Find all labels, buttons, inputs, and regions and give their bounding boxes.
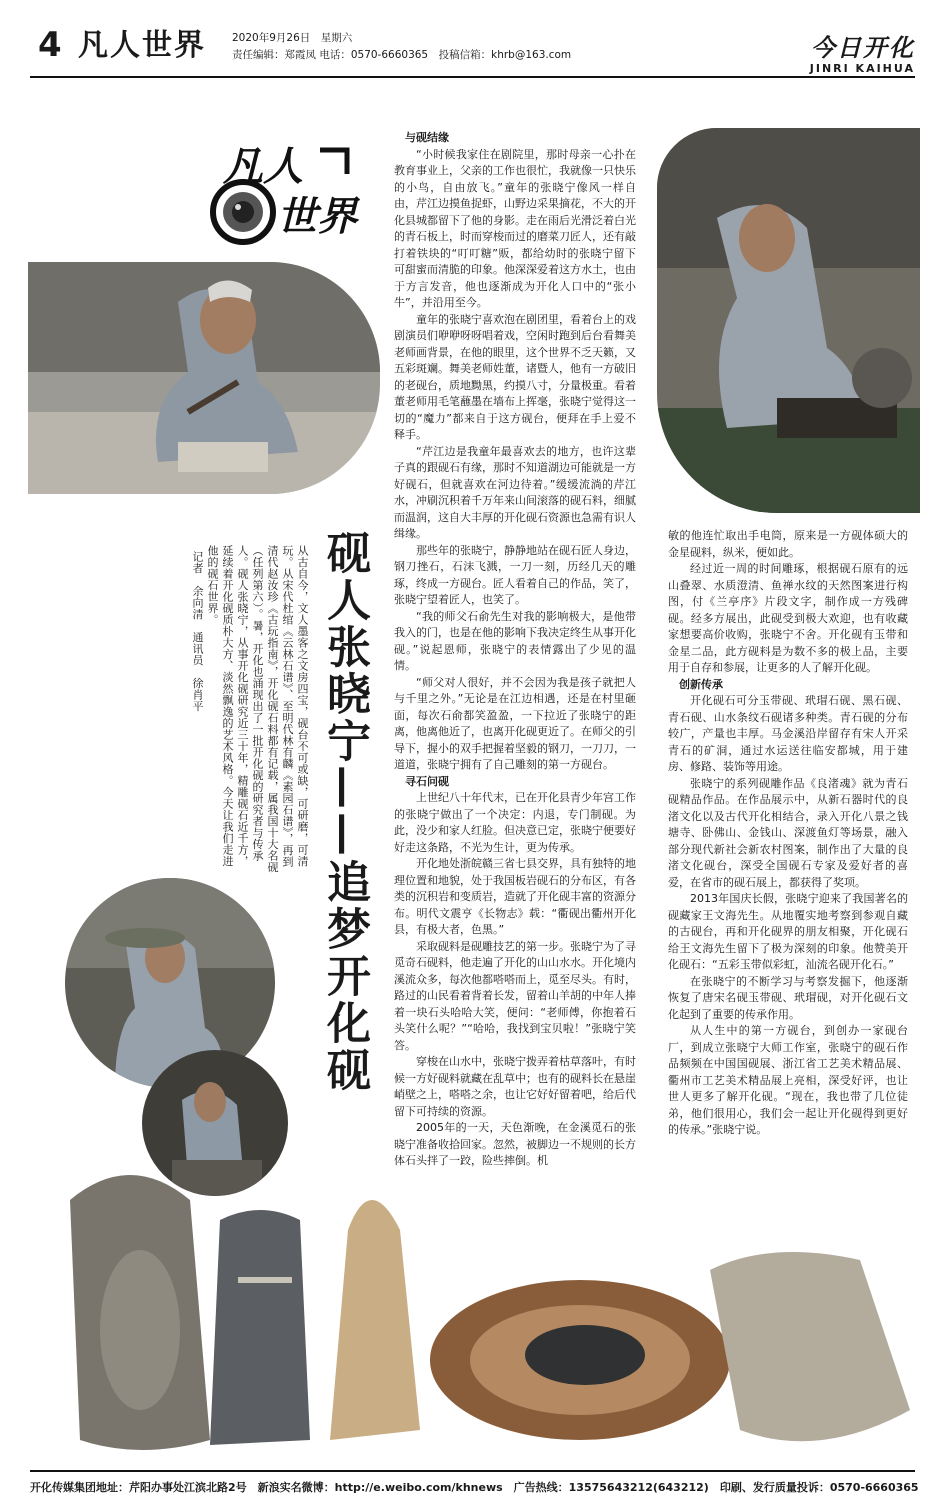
paragraph: 敏的他连忙取出手电筒，原来是一方砚体硕大的金星砚料，纵米，便如此。 [668, 529, 908, 559]
article-column-2 [668, 528, 908, 1258]
paragraph: 采取砚料是砚雕技艺的第一步。张晓宁为了寻觅奇石砚料，他走遍了开化的山山水水。开化境内溪流众多，每次他都嗒嗒而上，觅至尽头。有时，路过的山民看着背着长发，留着山羊胡的中年人捧着一块石头哈哈大笑，便问：“老师傅，你抱着石头笑什么呢？”“哈哈，我找到宝贝啦！”张晓宁笑答。 [394, 939, 636, 1052]
camera-icon [205, 134, 370, 246]
header-info [232, 30, 571, 64]
paragraph: “师父对人很好，并不会因为我是孩子就把人与千里之外。”无论是在江边相遇，还是在村里砸面，每次石俞都笑盈盈，一下拉近了张晓宁的距离，他离他近了，也离开化砚更近了。在师父的引导下，握小的双手把握着坚毅的钢刀，一刀刀，一道道，张晓宁拥有了自己雕刻的第一方砚台。 [394, 675, 636, 771]
photo-craftsman-carving [28, 262, 380, 494]
subheading: 创新传承 [679, 677, 723, 691]
headline: 砚人张晓宁——追梦开化砚 [319, 530, 370, 1094]
masthead-logo: 今日开化 [811, 33, 915, 62]
paragraph: 开化地处浙皖赣三省七县交界，具有独特的地理位置和地貌，处于我国板岩砚石的分布区，有各类的沉积岩和变质岩，造就了开化砚丰富的资源分布。明代文震亨《长物志》载：“衢砚出衢州开化县，有极大者，色黑。” [394, 857, 636, 936]
paragraph: “芹江边是我童年最喜欢去的地方，也许这辈子真的跟砚石有缘，那时不知道湖边可能就是一方好砚石，但就喜欢在河边待着。”缓缓流淌的芹江水，冲刷沉积着千万年来山间滚落的砚石料，细腻而温润，这自大丰厚的开化砚石资源也急需有识人缉缘。 [394, 444, 636, 540]
paragraph: 从人生中的第一方砚台，到创办一家砚台厂，到成立张晓宁大师工作室，张晓宁的砚石作品频频在中国国砚展、浙江省工艺美术精品展、衢州市工艺美术精品展上亮相，深受好评，也让世人更多了解开化砚。“现在，我也带了几位徒弟，他们很用心，我们会一起让开化砚得到更好的传承。”张晓宁说。 [668, 1024, 908, 1136]
paragraph: 穿梭在山水中，张晓宁拨弄着枯草落叶，有时候一方好砚料就藏在乱草中；也有的砚料长在悬崖峭壁之上，嗒嗒之余，也让它好好留着吧，给后代留下可持续的资源。 [394, 1055, 636, 1118]
paragraph: 张晓宁的系列砚雕作品《良渚魂》就为青石砚精品作品。在作品展示中，从新石器时代的良渚文化以及古代开化相结合，录入开化八景之钱塘寺、卧佛山、金钱山、深渡鱼灯等场景，融入部分现代新社会新农村图案，制作出了大量的良渚文化砚台，深受全国砚石专家及爱好者的喜爱，在省市的砚石展上，都获得了奖项。 [668, 776, 908, 889]
paragraph: 2005年的一天，天色渐晚，在金溪觅石的张晓宁准备收拾回家。忽然，被脚边一不规则的长方体石头拌了一跤，险些摔倒。机 [394, 1121, 636, 1167]
column-logo [205, 134, 370, 246]
page-number: 4 [38, 25, 62, 65]
paragraph: 在张晓宁的不断学习与考察发掘下，他逐渐恢复了唐宋名砚玉带砚、玳瑁砚，对开化砚石文化起到了重要的传承作用。 [668, 974, 908, 1021]
footer-rule [30, 1470, 915, 1472]
paragraph: 上世纪八十年代末，已在开化县青少年宫工作的张晓宁做出了一个决定：内退，专门制砚。为此，没少和家人红脸。但决意已定，张晓宁便要好好走这条路，不光为生计，更为传承。 [394, 791, 636, 854]
paragraph: 2013年国庆长假，张晓宁迎来了我国著名的砚藏家王文海先生。从地覆实地考察到参观自藏的古砚台，再和开化砚界的朋友相聚，开化砚石给王文海先生留下了极为深刻的印象。他赞美开化砚石：“五彩玉带似彩虹，汕流名砚开化石。” [668, 892, 908, 971]
logo-text: 凡人 [223, 143, 303, 190]
photo-craftsman-grinding [657, 128, 920, 513]
header-rule [30, 76, 915, 78]
editor-line: 责任编辑：郑霞凤 电话：0570-6660365 投稿信箱：khrb@163.com [232, 49, 572, 61]
intro-lead [168, 545, 310, 875]
paragraph: “小时候我家住在剧院里，那时母亲一心扑在教育事业上，父亲的工作也很忙，我就像一只快乐的小鸟，自由放飞。”童年的张晓宁像风一样自由，芹江边摸鱼捉虾，山野边采果摘花，不大的开化县城都留下了他的身影。走在雨后光滑泛着白光的青石板上，时而穿梭而过的磨菜刀匠人，还有敲打着铁块的“叮叮糖”贩，都给幼时的张晓宁留下可甜蜜而清脆的印象。他深深爱着这方水土，也由于方言发音，他也逐渐成为开化人口中的“张小牛”，并沿用至今。 [394, 147, 636, 309]
svg-text:世界: 世界 [277, 193, 357, 240]
paragraph: 经过近一周的时间雕琢，根据砚石原有的远山叠翠、水质澄清、鱼禅水纹的天然图案进行构图，付《兰亭序》片段文字，制作成一方残碑砚。经多方展出，此砚受到极大欢迎，也有收藏家想要高价收购，张晓宁不舍。开化砚有玉带和金星二品，此方砚料是为数不多的极上品，主要用于自存和参展，让更多的人了解开化砚。 [668, 562, 908, 674]
article-column-1 [394, 130, 636, 1392]
paragraph: 那些年的张晓宁，静静地站在砚石匠人身边，钢刀挫石，石沫飞溅，一刀一刻，历经几天的雕琢，终成一方砚台。匠人看着自己的作品，笑了，张晓宁望着匠人，也笑了。 [394, 543, 636, 606]
inkstone-2 [210, 1210, 310, 1445]
date-line: 2020年9月26日 星期六 [232, 32, 353, 44]
section-title: 凡人世界 [78, 28, 206, 63]
subheading: 与砚结缘 [405, 131, 449, 144]
subheading: 寻石问砚 [405, 774, 449, 788]
paragraph: 童年的张晓宁喜欢泡在剧团里，看着台上的戏剧演员们咿咿呀呀唱着戏，空闲时跑到后台看舞美老师画背景，在他的眼里，这个世界不乏天籁，又五彩斑斓。舞美老师姓董，诸暨人，他有一方破旧的老砚台，质地黝黑，约摸八寸，分量极重。看着董老师用毛笔蘸墨在墙布上挥毫，张晓宁觉得这一切的“魔力”都来自于这方砚台，便拜在手上爱不释手。 [394, 312, 636, 441]
masthead-latin: JINRI KAIHUA [809, 62, 915, 75]
footer: 开化传媒集团地址：芹阳办事处江滨北路2号 新浪实名微博：http://e.weibo.com/khnews 广告热线：13575643212(643212) 印刷、发行质量投诉：0570-6660365 [30, 1481, 919, 1494]
intro-text: 从古自今，文人墨客之文房四宝，砚台不可或缺，可研磨，可清玩。从宋代杜绾《云林石谱》、至明代林有麟《素园石谱》，再到清代赵汝珍《古玩指南》，开化砚石料都有记载，属我国十大名砚（任列第六）。暑，开化也涌现出了一批开化砚的研究者与传承人。砚人张晓宁，从事开化砚研究近三十年，精雕砚石近千方，延续着开化砚质朴大方、淡然飘逸的艺术风格。今天让我们走进他的砚石世界。 [206, 545, 309, 873]
paragraph: “我的师父石俞先生对我的影响极大，是他带我入的门，也是在他的影响下我决定终生从事开化砚。”说起恩师，张晓宁的表情露出了少见的温情。 [394, 609, 636, 672]
inkstone-5 [710, 1252, 910, 1441]
byline: 记者 余向清 通讯员 徐肖平 [191, 551, 204, 712]
paragraph: 开化砚石可分玉带砚、玳瑁石砚、黑石砚、青石砚、山水条纹石砚诸多种类。青石砚的分布较广，产量也丰厚。马金溪沿岸留存有宋人开采青石的矿洞，通过水运送往临安都城，用于建房、修路、装饰等用途。 [668, 694, 908, 773]
